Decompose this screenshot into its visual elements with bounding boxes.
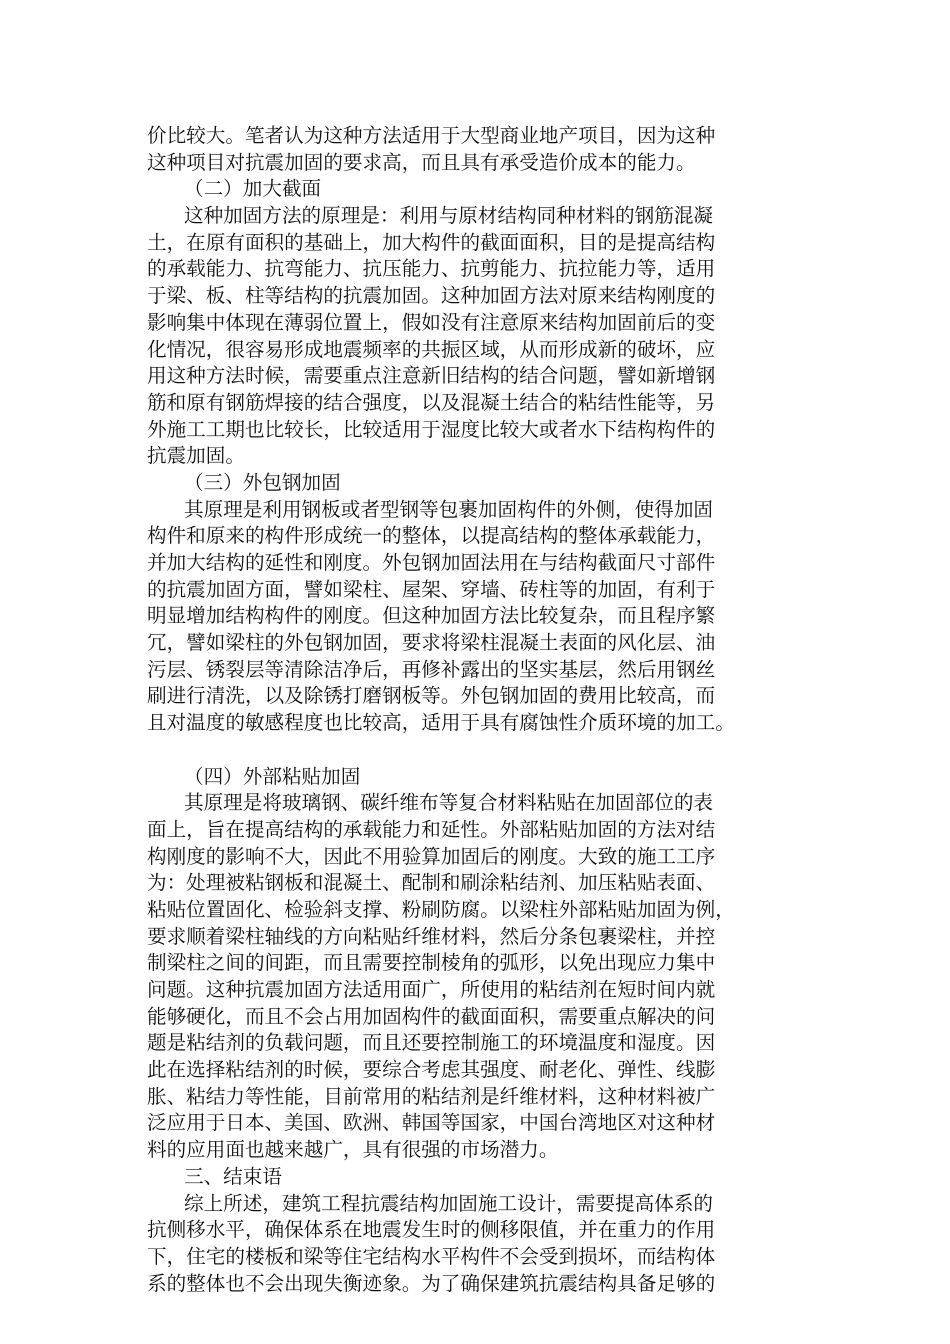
text-line: 并加大结构的延性和刚度。外包钢加固法用在与结构截面尺寸部件 [147, 551, 716, 574]
text-line [147, 737, 807, 764]
text-line: 为：处理被粘钢板和混凝土、配制和刷涂粘结剂、加压粘贴表面、 [147, 871, 716, 895]
text-line: 其原理是将玻璃钢、碳纤维布等复合材料粘贴在加固部位的表 [184, 791, 714, 815]
text-line: 构刚度的影响不大，因此不用验算加固后的刚度。大致的施工工序 [147, 844, 716, 868]
text-line: 外施工工期也比较长，比较适用于湿度比较大或者水下结构构件的 [147, 417, 716, 441]
text-line: 能够硬化，而且不会占用加固构件的截面面积，需要重点解决的问 [147, 1004, 716, 1028]
paragraph [147, 790, 807, 1164]
text-line: 于梁、板、柱等结构的抗震加固。这种加固方法对原来结构刚度的 [147, 284, 716, 308]
document-page [147, 123, 807, 1297]
text-line: 其原理是利用钢板或者型钢等包裹加固构件的外侧，使得加固 [184, 497, 714, 521]
text-line: 料的应用面也越来越广，具有很强的市场潜力。 [147, 1138, 559, 1162]
text-line: 土，在原有面积的基础上，加大构件的截面面积，目的是提高结构 [147, 230, 716, 254]
text-line: 的承载能力、抗弯能力、抗压能力、抗剪能力、抗拉能力等，适用 [147, 257, 716, 281]
text-line: 污层、锈裂层等清除洁净后，再修补露出的坚实基层，然后用钢丝 [147, 657, 716, 681]
subsection-heading [147, 470, 807, 497]
text-line: 这种项目对抗震加固的要求高，而且具有承受造价成本的能力。 [147, 150, 696, 174]
text-line: 影响集中体现在薄弱位置上，假如没有注意原来结构加固前后的变 [147, 310, 716, 334]
text-line: 抗震加固。 [147, 444, 245, 468]
text-line: 化情况，很容易形成地震频率的共振区域，从而形成新的破坏，应 [147, 337, 716, 361]
text-line: 下，住宅的楼板和梁等住宅结构水平构件不会受到损坏，而结构体 [147, 1244, 716, 1268]
paragraph [147, 497, 807, 737]
text-line: 此在选择粘结剂的时候，要综合考虑其强度、耐老化、弹性、线膨 [147, 1058, 716, 1082]
text-line: （二）加大截面 [184, 177, 322, 201]
text-line: 制梁柱之间的间距，而且需要控制棱角的弧形，以免出现应力集中 [147, 951, 716, 975]
text-line: 冗，譬如梁柱的外包钢加固，要求将梁柱混凝土表面的风化层、油 [147, 631, 716, 655]
blank-line [147, 737, 807, 764]
text-line: （三）外包钢加固 [184, 470, 341, 494]
text-line: 用这种方法时候，需要重点注意新旧结构的结合问题，譬如新增钢 [147, 364, 716, 388]
text-line: 这种加固方法的原理是：利用与原材结构同种材料的钢筋混凝 [184, 204, 714, 228]
text-line: 泛应用于日本、美国、欧洲、韩国等国家，中国台湾地区对这种材 [147, 1111, 716, 1135]
text-line: 综上所述，建筑工程抗震结构加固施工设计，需要提高体系的 [184, 1191, 714, 1215]
text-line: 胀、粘结力等性能，目前常用的粘结剂是纤维材料，这种材料被广 [147, 1084, 716, 1108]
text-line: 价比较大。笔者认为这种方法适用于大型商业地产项目，因为这种 [147, 124, 716, 147]
text-line: 问题。这种抗震加固方法适用面广，所使用的粘结剂在短时间内就 [147, 978, 716, 1001]
text-line: 粘贴位置固化、检验斜支撑、粉刷防腐。以梁柱外部粘贴加固为例， [147, 897, 735, 921]
paragraph [147, 1191, 807, 1298]
paragraph [147, 123, 807, 176]
text-line: 明显增加结构构件的刚度。但这种加固方法比较复杂，而且程序繁 [147, 604, 716, 628]
text-line: 题是粘结剂的负载问题，而且还要控制施工的环境温度和湿度。因 [147, 1031, 716, 1055]
section-heading [147, 1164, 807, 1191]
text-line: 抗侧移水平，确保体系在地震发生时的侧移限值，并在重力的作用 [147, 1218, 716, 1242]
text-line: （四）外部粘贴加固 [184, 764, 361, 788]
text-line: 筋和原有钢筋焊接的结合强度，以及混凝土结合的粘结性能等，另 [147, 390, 716, 414]
subsection-heading [147, 764, 807, 791]
text-line: 刷进行清洗，以及除锈打磨钢板等。外包钢加固的费用比较高，而 [147, 684, 716, 708]
text-line: 构件和原来的构件形成统一的整体，以提高结构的整体承载能力， [147, 524, 716, 548]
text-line: 的抗震加固方面，譬如梁柱、屋架、穿墙、砖柱等的加固，有利于 [147, 577, 716, 601]
text-line: 面上，旨在提高结构的承载能力和延性。外部粘贴加固的方法对结 [147, 817, 716, 841]
text-line: 系的整体也不会出现失衡迹象。为了确保建筑抗震结构具备足够的 [147, 1271, 716, 1295]
text-line: 且对温度的敏感程度也比较高，适用于具有腐蚀性介质环境的加工。 [147, 711, 735, 735]
text-line: 三、结束语 [184, 1164, 282, 1188]
text-line: 要求顺着梁柱轴线的方向粘贴纤维材料，然后分条包裹梁柱，并控 [147, 924, 716, 948]
subsection-heading [147, 176, 807, 203]
paragraph [147, 203, 807, 470]
